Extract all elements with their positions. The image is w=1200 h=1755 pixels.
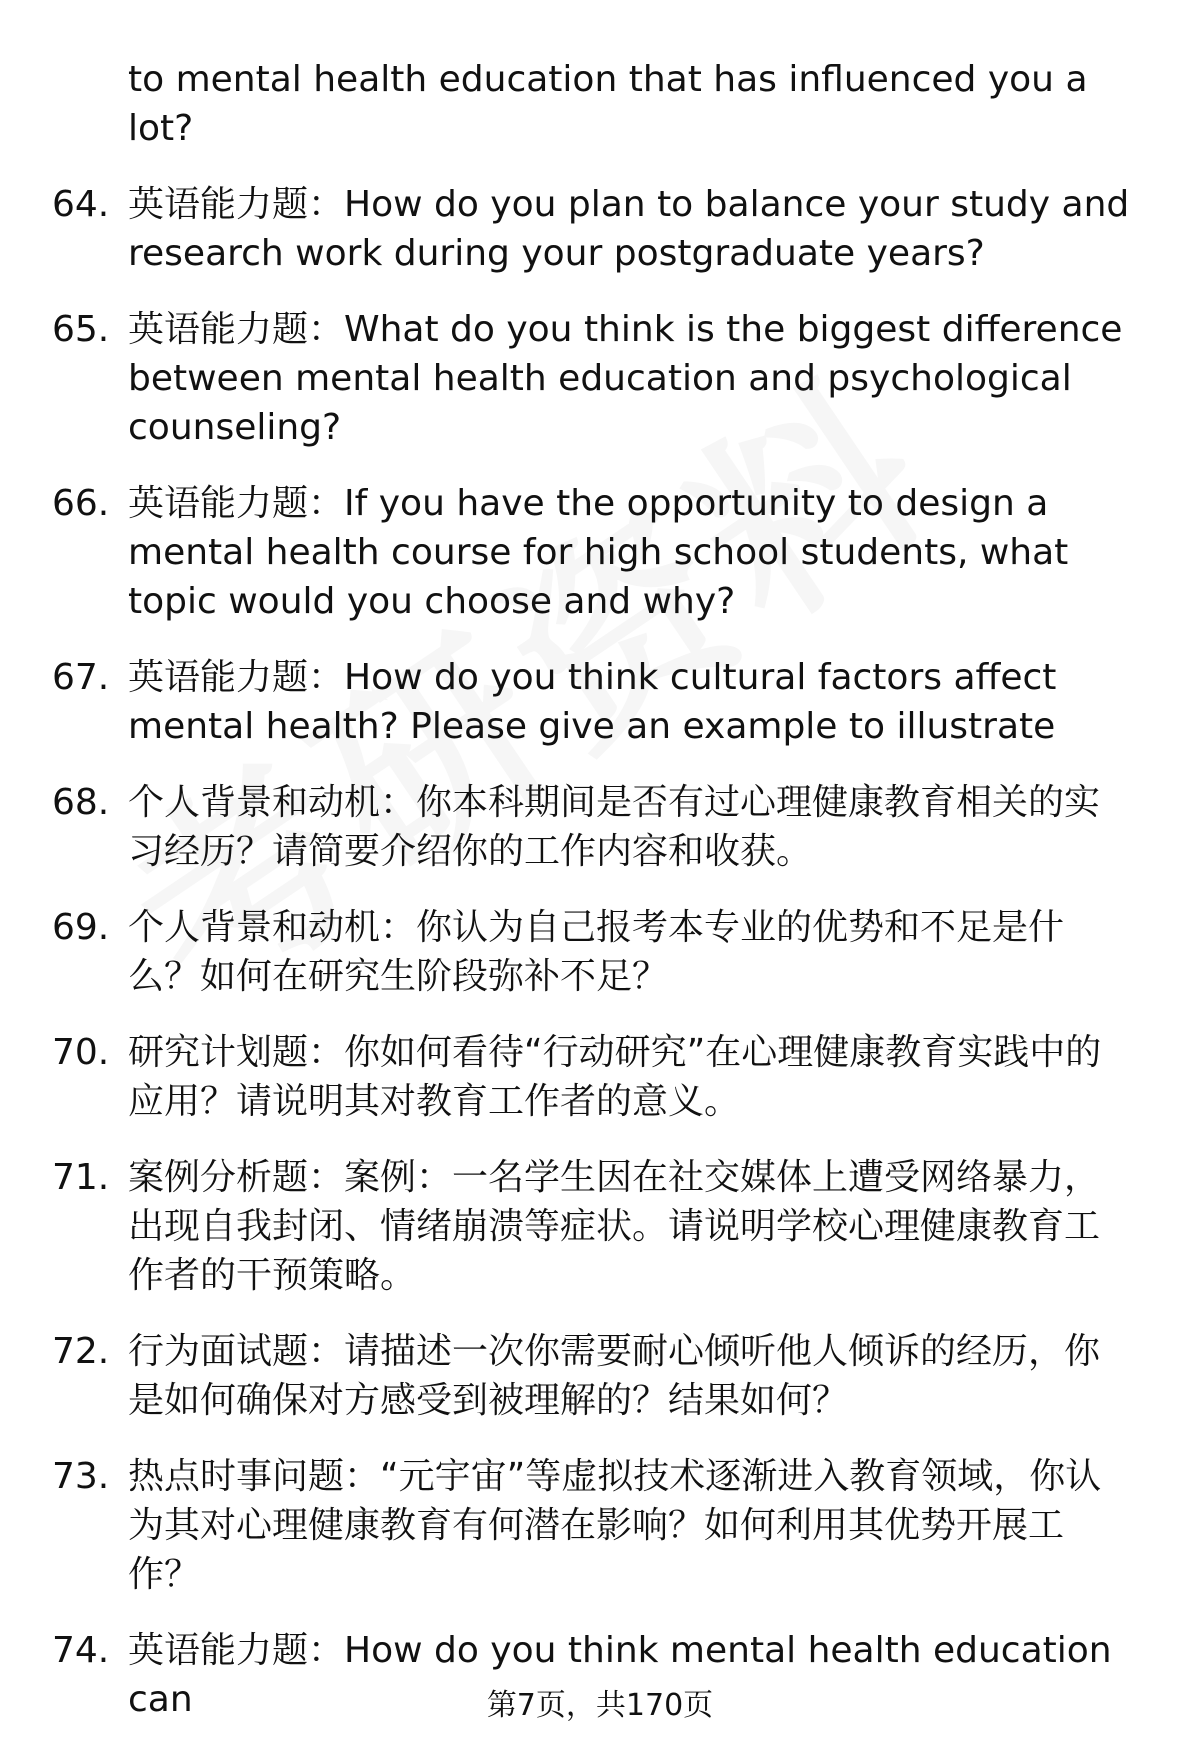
question-number: 68. <box>52 782 110 823</box>
question-text: 英语能力题：How do you think cultural factors affect mental health? Please give an example to illustrate <box>128 657 1057 747</box>
question-text: 英语能力题：How do you think mental health education can <box>128 1630 1112 1720</box>
continued-question-text: to mental health education that has influenced you a lot? <box>128 59 1088 149</box>
question-item-73 <box>52 1452 1152 1599</box>
question-text: 个人背景和动机：你本科期间是否有过心理健康教育相关的实习经历？请简要介绍你的工作内容和收获。 <box>128 782 1101 872</box>
question-text: 英语能力题：What do you think is the biggest difference between mental health education and psychological counseling? <box>128 309 1123 448</box>
question-text: 热点时事问题：“元宇宙”等虚拟技术逐渐进入教育领域，你认为其对心理健康教育有何潜在影响？如何利用其优势开展工作？ <box>128 1456 1102 1595</box>
question-number: 64. <box>52 184 110 225</box>
question-item-65 <box>52 305 1152 452</box>
question-list <box>52 55 1152 1751</box>
question-text: 案例分析题：案例：一名学生因在社交媒体上遭受网络暴力，出现自我封闭、情绪崩溃等症状。请说明学校心理健康教育工作者的干预策略。 <box>128 1157 1101 1296</box>
question-item-69 <box>52 903 1152 1001</box>
question-item-68 <box>52 778 1152 876</box>
question-item-70 <box>52 1028 1152 1126</box>
question-text: 研究计划题：你如何看待“行动研究”在心理健康教育实践中的应用？请说明其对教育工作者的意义。 <box>128 1032 1102 1122</box>
question-text: 行为面试题：请描述一次你需要耐心倾听他人倾诉的经历，你是如何确保对方感受到被理解的？结果如何？ <box>128 1331 1101 1421</box>
question-number: 72. <box>52 1331 110 1372</box>
question-number: 70. <box>52 1032 110 1073</box>
question-number: 66. <box>52 483 110 524</box>
page-footer: 第7页，共170页 <box>486 1688 714 1723</box>
question-item-72 <box>52 1327 1152 1425</box>
question-number: 65. <box>52 309 110 350</box>
question-item-66 <box>52 479 1152 626</box>
question-number: 73. <box>52 1456 110 1497</box>
question-text: 个人背景和动机：你认为自己报考本专业的优势和不足是什么？如何在研究生阶段弥补不足？ <box>128 907 1065 997</box>
question-number: 67. <box>52 657 110 698</box>
question-number: 71. <box>52 1157 110 1198</box>
question-item-71 <box>52 1153 1152 1300</box>
question-item-64 <box>52 180 1152 278</box>
question-number: 74. <box>52 1630 110 1671</box>
question-text: 英语能力题：If you have the opportunity to design a mental health course for high school students, what topic would you choose and why? <box>128 483 1069 622</box>
question-number: 69. <box>52 907 110 948</box>
question-text: 英语能力题：How do you plan to balance your study and research work during your postgraduate years? <box>128 184 1130 274</box>
question-item-67 <box>52 653 1152 751</box>
